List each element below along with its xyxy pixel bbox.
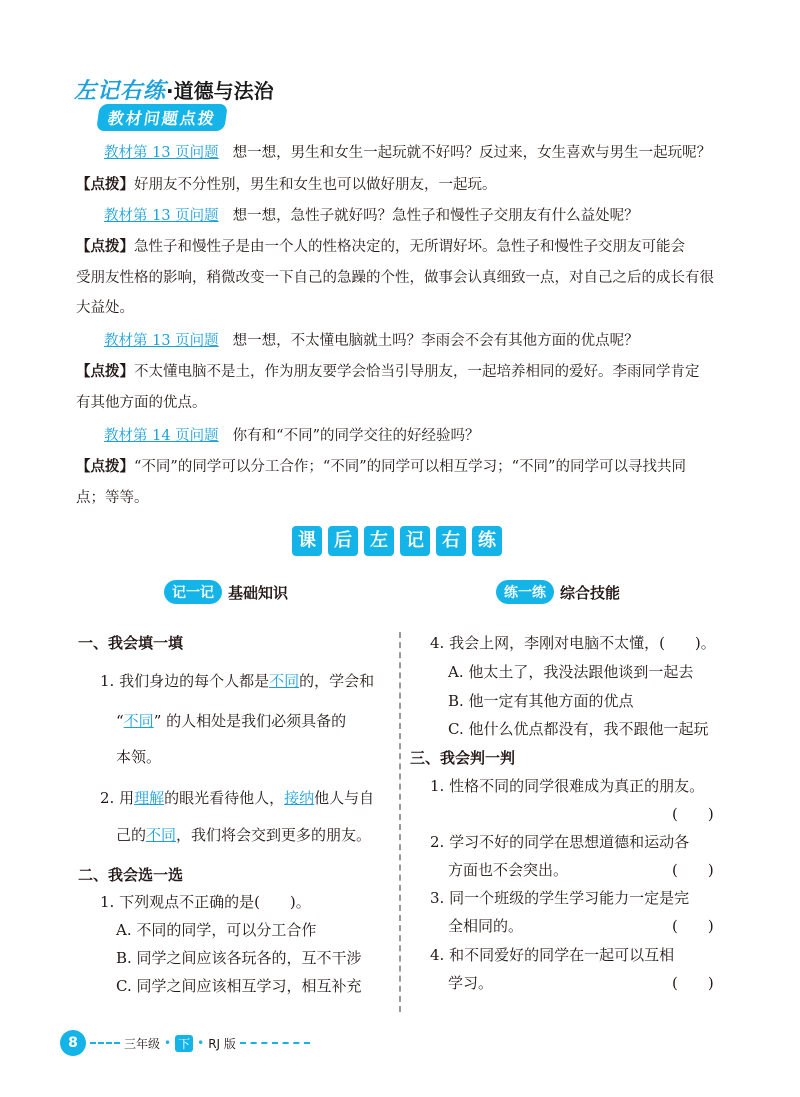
section-choice: 二、我会选一选 (78, 866, 184, 884)
brand-subject: 道德与法治 (173, 79, 274, 103)
qa-answer-line: 点；等等。 (76, 490, 149, 506)
banner-char: 左 (364, 526, 394, 556)
fill-question-1-line2: “不同” 的人相处是我们必须具备的 (116, 712, 347, 730)
qa-question: 教材第 14 页问题 你有和“不同”的同学交往的好经验吗？ (104, 428, 480, 444)
qa-answer: 【点拨】不太懂电脑不是土，作为朋友要学会恰当引导朋友，一起培养相同的爱好。李雨同学肯定 (76, 363, 700, 380)
banner-char: 课 (292, 526, 322, 556)
judge-question-3-line2: 全相同的。 (448, 917, 524, 935)
judge-answer-paren[interactable]: ( ) (672, 974, 714, 992)
footer-grade: 三年级 (124, 1036, 161, 1051)
judge-answer-paren[interactable]: ( ) (672, 805, 714, 823)
qa-answer-line: 有其他方面的优点。 (76, 395, 207, 411)
fill-question-2: 2. 用理解的眼光看待他人，接纳他人与自 (100, 789, 375, 807)
qa-answer-line: 受朋友性格的影响，稍微改变一下自己的急躁的个性，做事会认真细致一点，对自己之后的成长有很 (76, 270, 714, 286)
qa-answer: 【点拨】急性子和慢性子是由一个人的性格决定的，无所谓好坏。急性子和慢性子交朋友可能会 (76, 238, 685, 255)
qa-question: 教材第 13 页问题 想一想，急性子就好吗？急性子和慢性子交朋友有什么益处呢？ (104, 208, 639, 224)
choice-option-a: A. 不同的同学，可以分工合作 (116, 921, 317, 939)
judge-question-1: 1. 性格不同的同学很难成为真正的朋友。 (430, 777, 705, 795)
section-title: 教材问题点拨 (96, 104, 228, 131)
footer-dash (240, 1042, 310, 1044)
judge-answer-paren[interactable]: ( ) (672, 861, 714, 879)
banner-char: 练 (472, 526, 502, 556)
textbook-ref: 教材第 13 页问题 (104, 333, 219, 349)
choice-question-4: 4. 我会上网，李刚对电脑不太懂，( )。 (430, 634, 716, 652)
banner-char: 记 (400, 526, 430, 556)
choice-question-1: 1. 下列观点不正确的是( )。 (100, 893, 311, 911)
right-subheading (496, 580, 620, 604)
textbook-ref: 教材第 13 页问题 (104, 145, 219, 161)
choice-option-c: C. 他什么优点都没有，我不跟他一起玩 (448, 720, 709, 738)
fill-question-2-line2: 己的不同，我们将会交到更多的朋友。 (116, 826, 372, 844)
choice-option-b: B. 他一定有其他方面的优点 (448, 692, 634, 710)
page-footer (60, 1030, 310, 1056)
left-title: 基础知识 (228, 583, 289, 602)
qa-answer-line: 大益处。 (76, 300, 134, 316)
textbook-ref: 教材第 13 页问题 (104, 208, 219, 224)
footer-dot: • (197, 1036, 205, 1050)
section-fill: 一、我会填一填 (78, 634, 184, 652)
right-title: 综合技能 (560, 583, 621, 602)
footer-dot: • (164, 1036, 172, 1050)
judge-question-3: 3. 同一个班级的学生学习能力一定是完 (430, 889, 690, 907)
section-judge: 三、我会判一判 (410, 749, 516, 767)
qa-question: 教材第 13 页问题 想一想，男生和女生一起玩就不好吗？反过来，女生喜欢与男生一起玩呢？ (104, 145, 712, 161)
banner-char: 右 (436, 526, 466, 556)
brand-main: 左记右练 (74, 79, 167, 104)
qa-answer: 【点拨】好朋友不分性别，男生和女生也可以做好朋友，一起玩。 (76, 176, 497, 193)
qa-answer: 【点拨】“不同”的同学可以分工合作；“不同”的同学可以相互学习；“不同”的同学可以寻找共同 (76, 458, 686, 475)
textbook-ref: 教材第 14 页问题 (104, 428, 219, 444)
brand-sep: · (166, 79, 174, 103)
fill-question-1: 1. 我们身边的每个人都是不同的，学会和 (100, 672, 375, 690)
choice-option-a: A. 他太土了，我没法跟他谈到一起去 (448, 663, 694, 681)
left-subheading (164, 580, 288, 604)
footer-edition: RJ 版 (208, 1036, 236, 1051)
banner-char: 后 (328, 526, 358, 556)
footer-term: 下 (175, 1035, 193, 1052)
judge-question-2-line2: 方面也不会突出。 (448, 861, 569, 879)
choice-option-b: B. 同学之间应该各玩各的，互不干涉 (116, 949, 362, 967)
judge-question-2: 2. 学习不好的同学在思想道德和运动各 (430, 833, 690, 851)
judge-question-4: 4. 和不同爱好的同学在一起可以互相 (430, 946, 675, 964)
practice-banner (292, 526, 502, 558)
left-pill: 记一记 (164, 580, 222, 604)
right-pill: 练一练 (496, 580, 554, 604)
footer-dash (90, 1042, 120, 1044)
judge-question-4-line2: 学习。 (448, 974, 494, 992)
page-number: 8 (60, 1030, 86, 1056)
brand-header (74, 74, 274, 105)
choice-option-c: C. 同学之间应该相互学习，相互补充 (116, 977, 362, 995)
qa-question: 教材第 13 页问题 想一想，不太懂电脑就土吗？李雨会不会有其他方面的优点呢？ (104, 333, 639, 349)
judge-answer-paren[interactable]: ( ) (672, 917, 714, 935)
column-divider (399, 632, 401, 1012)
fill-question-1-line3: 本领。 (116, 748, 162, 766)
